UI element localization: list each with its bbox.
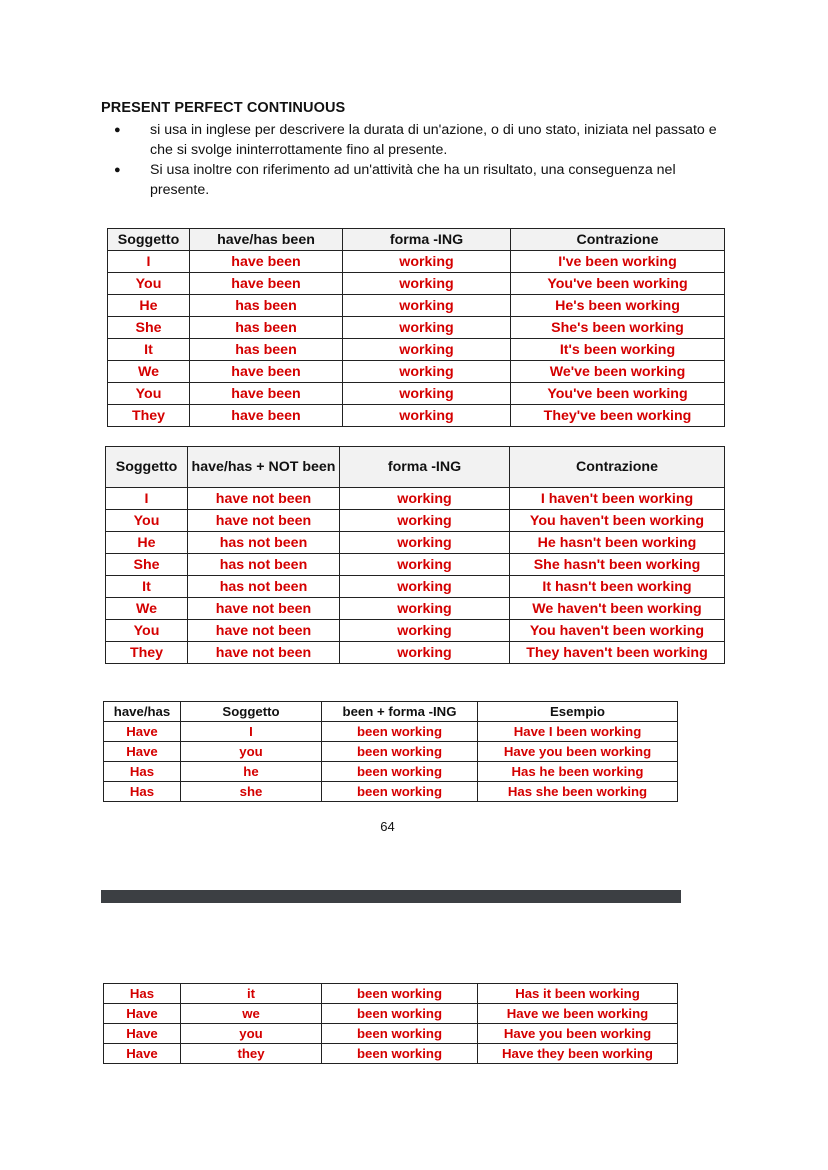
table-cell: You haven't been working: [510, 510, 725, 532]
table-cell: She: [106, 554, 188, 576]
table-cell: she: [181, 782, 322, 802]
table-cell: been working: [322, 782, 478, 802]
table-cell: We: [108, 361, 190, 383]
table-cell: working: [343, 383, 511, 405]
table-cell: you: [181, 742, 322, 762]
table-cell: I: [181, 722, 322, 742]
table-cell: We: [106, 598, 188, 620]
table-row: [106, 598, 725, 620]
table-cell: Has: [104, 762, 181, 782]
table-cell: We've been working: [511, 361, 725, 383]
table-row: [106, 620, 725, 642]
table-cell: working: [343, 295, 511, 317]
table-cell: working: [343, 273, 511, 295]
header-cell: Contrazione: [511, 229, 725, 251]
table-row: [104, 1024, 678, 1044]
table-cell: working: [340, 642, 510, 664]
page-separator: [101, 890, 681, 903]
table-row: [108, 383, 725, 405]
header-cell: have/has been: [190, 229, 343, 251]
affirmative-table: [107, 228, 725, 427]
table-cell: has been: [190, 317, 343, 339]
table-cell: has been: [190, 295, 343, 317]
table-cell: He: [108, 295, 190, 317]
table-cell: working: [340, 598, 510, 620]
table-cell: been working: [322, 762, 478, 782]
table-cell: we: [181, 1004, 322, 1024]
table-cell: Have they been working: [478, 1044, 678, 1064]
table-cell: have been: [190, 383, 343, 405]
table-cell: working: [343, 361, 511, 383]
table-cell: You: [108, 273, 190, 295]
table-cell: Have we been working: [478, 1004, 678, 1024]
table-cell: been working: [322, 984, 478, 1004]
header-cell: Soggetto: [108, 229, 190, 251]
bullet-item: ● Si usa inoltre con riferimento ad un'attività che ha un risultato, una conseguenza nel presente.: [112, 160, 732, 200]
table-cell: have been: [190, 361, 343, 383]
table-row: [108, 317, 725, 339]
table-cell: Have you been working: [478, 1024, 678, 1044]
table-cell: She: [108, 317, 190, 339]
table-cell: working: [340, 532, 510, 554]
table-cell: It's been working: [511, 339, 725, 361]
question-table-continued: [103, 983, 678, 1064]
table-cell: You haven't been working: [510, 620, 725, 642]
table-row: [104, 742, 678, 762]
table-cell: he: [181, 762, 322, 782]
table-cell: working: [343, 317, 511, 339]
header-cell: forma -ING: [340, 447, 510, 488]
table-row: [106, 554, 725, 576]
table-cell: They've been working: [511, 405, 725, 427]
table-cell: working: [343, 405, 511, 427]
table-cell: have been: [190, 273, 343, 295]
table-cell: working: [340, 620, 510, 642]
table-row: [104, 1004, 678, 1024]
table-cell: You: [106, 510, 188, 532]
table-cell: Has: [104, 782, 181, 802]
table-cell: been working: [322, 1004, 478, 1024]
table-row: [106, 642, 725, 664]
table-cell: I: [106, 488, 188, 510]
table-cell: Has he been working: [478, 762, 678, 782]
table-cell: I haven't been working: [510, 488, 725, 510]
table-cell: have not been: [188, 620, 340, 642]
table-cell: working: [343, 251, 511, 273]
table-row: [106, 510, 725, 532]
table-cell: Have: [104, 1044, 181, 1064]
table-cell: It: [106, 576, 188, 598]
table-cell: They haven't been working: [510, 642, 725, 664]
table-cell: have not been: [188, 598, 340, 620]
table-row: [106, 532, 725, 554]
table-cell: they: [181, 1044, 322, 1064]
header-cell: have/has: [104, 702, 181, 722]
table-row: [108, 361, 725, 383]
table-cell: has been: [190, 339, 343, 361]
table-cell: You: [108, 383, 190, 405]
table-cell: you: [181, 1024, 322, 1044]
table-row: [108, 295, 725, 317]
table-row: [108, 405, 725, 427]
table-cell: Have I been working: [478, 722, 678, 742]
table-cell: working: [340, 554, 510, 576]
table-cell: Have: [104, 742, 181, 762]
header-cell: Contrazione: [510, 447, 725, 488]
table-cell: been working: [322, 742, 478, 762]
table-cell: They: [108, 405, 190, 427]
table-body: [106, 488, 725, 664]
table-cell: working: [343, 339, 511, 361]
header-cell: [188, 447, 340, 488]
header-cell: forma -ING: [343, 229, 511, 251]
bullet-item: ● si usa in inglese per descrivere la durata di un'azione, o di uno stato, iniziata nel passato e che si svolge ininterrottamente fino al presente.: [112, 120, 732, 160]
table-cell: They: [106, 642, 188, 664]
table-row: [104, 984, 678, 1004]
table-cell: I: [108, 251, 190, 273]
table-row: [106, 488, 725, 510]
table-cell: Have: [104, 1004, 181, 1024]
table-row: [104, 722, 678, 742]
table-cell: Has she been working: [478, 782, 678, 802]
table-cell: been working: [322, 1024, 478, 1044]
table-row: [104, 782, 678, 802]
table-row: [108, 339, 725, 361]
page-number: 64: [380, 819, 395, 834]
header-cell: been + forma -ING: [322, 702, 478, 722]
table-cell: You've been working: [511, 383, 725, 405]
table-cell: working: [340, 576, 510, 598]
table-cell: been working: [322, 722, 478, 742]
table-cell: Have: [104, 722, 181, 742]
table-cell: He's been working: [511, 295, 725, 317]
table-cell: has not been: [188, 532, 340, 554]
table-cell: it: [181, 984, 322, 1004]
table-body: [104, 722, 678, 802]
table-row: [106, 576, 725, 598]
table-cell: She's been working: [511, 317, 725, 339]
table-body: [108, 251, 725, 427]
table-body: [104, 984, 678, 1064]
table-cell: Has it been working: [478, 984, 678, 1004]
table-cell: have not been: [188, 642, 340, 664]
header-cell: Soggetto: [106, 447, 188, 488]
table-row: [108, 251, 725, 273]
bullet-list: [112, 120, 732, 200]
table-row: [104, 1044, 678, 1064]
table-cell: I've been working: [511, 251, 725, 273]
table-cell: He: [106, 532, 188, 554]
table-cell: have been: [190, 251, 343, 273]
table-cell: It hasn't been working: [510, 576, 725, 598]
header-cell-text: have/has + NOT been: [191, 459, 336, 475]
header-cell: Esempio: [478, 702, 678, 722]
table-cell: She hasn't been working: [510, 554, 725, 576]
table-cell: It: [108, 339, 190, 361]
table-cell: have not been: [188, 488, 340, 510]
table-cell: Have: [104, 1024, 181, 1044]
table-cell: have not been: [188, 510, 340, 532]
table-cell: working: [340, 510, 510, 532]
question-table: [103, 701, 678, 802]
table-cell: We haven't been working: [510, 598, 725, 620]
table-cell: working: [340, 488, 510, 510]
table-cell: He hasn't been working: [510, 532, 725, 554]
table-cell: has not been: [188, 576, 340, 598]
table-cell: You've been working: [511, 273, 725, 295]
table-row: [104, 762, 678, 782]
table-cell: Have you been working: [478, 742, 678, 762]
table-row: [108, 273, 725, 295]
table-cell: You: [106, 620, 188, 642]
header-cell: Soggetto: [181, 702, 322, 722]
page-title: PRESENT PERFECT CONTINUOUS: [101, 100, 346, 116]
negative-table: [105, 446, 725, 664]
table-cell: been working: [322, 1044, 478, 1064]
table-cell: has not been: [188, 554, 340, 576]
table-cell: Has: [104, 984, 181, 1004]
table-cell: have been: [190, 405, 343, 427]
